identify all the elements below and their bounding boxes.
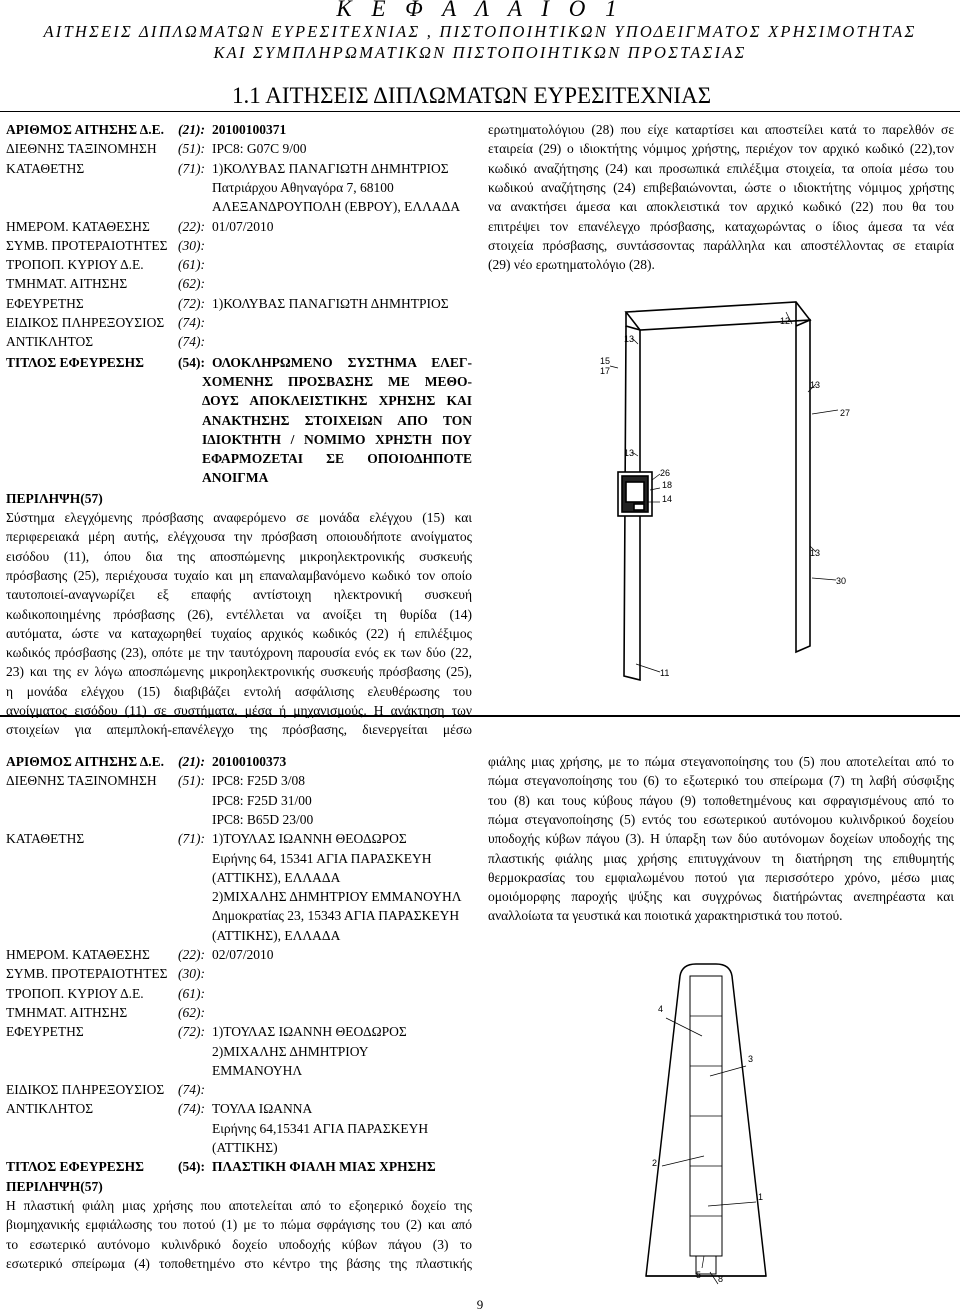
field-code: (22):	[178, 947, 205, 962]
title-label: ΤΙΤΛΟΣ ΕΦΕΥΡΕΣΗΣ	[6, 354, 144, 370]
title-code: (54):	[178, 1159, 205, 1175]
field-label: ΑΡΙΘΜΟΣ ΑΙΤΗΣΗΣ Δ.Ε.	[6, 754, 164, 769]
field-label: ΕΙΔΙΚΟΣ ΠΛΗΡΕΞΟΥΣΙΟΣ	[6, 315, 165, 330]
chapter-title: Κ Ε Φ Α Λ Α Ι Ο 1	[336, 0, 624, 21]
title-code: (54):	[178, 354, 205, 370]
field-label: ΣΥΜΒ. ΠΡΟΤΕΡΑΙΟΤΗΤΕΣ	[6, 966, 168, 982]
field-value: 1)ΤΟΥΛΑΣ ΙΩΑΝΝΗ ΘΕΟΔΩΡΟΣ	[212, 1024, 407, 1040]
field-value: IPC8: F25D 3/08	[212, 773, 306, 789]
figure-callout-label: 13	[810, 380, 821, 390]
text-line: στοιχεία πρόσβασης, συντάσσοντας παράλληλα και αποστέλλοντας σε εταιρία	[488, 237, 954, 253]
text-line: εταιρεία (29) ο ιδιοκτήτης νόμιμος χρήστης, περιέχον τον αρχικό κωδικό (22),τον	[488, 141, 954, 157]
field-label: ΤΜΗΜΑΤ. ΑΙΤΗΣΗΣ	[6, 276, 128, 292]
field-label: ΣΥΜΒ. ΠΡΟΤΕΡΑΙΟΤΗΤΕΣ	[6, 237, 168, 253]
field-value: (ΑΤΤΙΚΗΣ)	[212, 1140, 278, 1155]
chapter-subtitle-line-2: ΚΑΙ ΣΥΜΠΛΗΡΩΜΑΤΙΚΩΝ ΠΙΣΤΟΠΟΙΗΤΙΚΩΝ ΠΡΟΣΤΑΣΙΑΣ	[213, 43, 747, 62]
field-value: 2)ΜΙΧΑΛΗΣ ΔΗΜΗΤΡΙΟΥ ΕΜΜΑΝΟΥΗΛ	[212, 889, 462, 905]
figure-callout-label: 18	[662, 480, 673, 490]
figure-callout-label: 13	[624, 334, 635, 344]
field-label: ΗΜΕΡΟΜ. ΚΑΤΑΘΕΣΗΣ	[6, 947, 150, 962]
figure-callout-label: 4	[658, 1004, 664, 1014]
text-line: του (8) και τους κύβους πάγου (9) τοποθετημένους και σφραγισμένους από το	[488, 792, 954, 808]
field-code: (72):	[178, 295, 205, 311]
field-code: (74):	[178, 334, 205, 350]
text-line: Σύστημα ελεγχόμενης πρόσβασης αναφερόμενο σε μονάδα ελέγχου (15) και	[6, 510, 472, 525]
title-line: ΔΟΥΣ ΑΠΟΚΛΕΙΣΤΙΚΗΣ ΧΡΗΣΗΣ ΚΑΙ	[202, 393, 472, 409]
field-value: Δημοκρατίας 23, 15343 ΑΓΙΑ ΠΑΡΑΣΚΕΥΗ	[212, 908, 460, 924]
figure-callout-label: 17	[600, 366, 611, 376]
field-value: ΕΜΜΑΝΟΥΗΛ	[212, 1062, 303, 1078]
field-code: (71):	[178, 160, 205, 176]
title-line: ΧΟΜΕΝΗΣ ΠΡΟΣΒΑΣΗΣ ΜΕ ΜΕΘΟ-	[202, 373, 472, 389]
entry-divider	[0, 715, 960, 717]
text-line: περιφερειακά μέρη αυτής, ελέγχουσα την πρόσβαση οποιουδήποτε ανοίγματος	[6, 529, 472, 545]
field-label: ΚΑΤΑΘΕΤΗΣ	[6, 831, 85, 847]
figure-callout-label: 26	[660, 468, 671, 478]
figure-callout-label: 15	[600, 356, 611, 366]
field-value: 2)ΜΙΧΑΛΗΣ ΔΗΜΗΤΡΙΟΥ	[212, 1043, 369, 1059]
field-label: ΕΙΔΙΚΟΣ ΠΛΗΡΕΞΟΥΣΙΟΣ	[6, 1082, 165, 1098]
field-value: 01/07/2010	[212, 218, 274, 234]
text-line: βιομηχανικής εμφιάλωσης του ποτού (1) με το πώμα σφράγισης του (2) και από	[6, 1217, 472, 1233]
text-line: να ανακτήσει άμεσα και αποκλειστικά τον αρχικό κωδικό (22) που θα του	[488, 199, 954, 215]
field-value: 02/07/2010	[212, 947, 274, 962]
field-label: ΤΜΗΜΑΤ. ΑΙΤΗΣΗΣ	[6, 1004, 128, 1020]
bottle-drawing	[606, 956, 806, 1286]
figure-callout-label: 8	[718, 1274, 724, 1284]
header-divider	[0, 111, 960, 112]
field-value: IPC8: G07C 9/00	[212, 141, 307, 157]
abstract-label: ΠΕΡΙΛΗΨΗ(57)	[6, 490, 103, 506]
field-label: ΕΦΕΥΡΕΤΗΣ	[6, 1024, 84, 1040]
text-line: Η πλαστική φιάλη μιας χρήσης που αποτελείται από το εξοηερικό δοχείο της	[6, 1197, 472, 1213]
field-value: 20100100371	[212, 122, 287, 137]
field-code: (74):	[178, 1082, 205, 1098]
field-label: ΕΦΕΥΡΕΤΗΣ	[6, 295, 84, 311]
text-line: κωδικό αναζήτησης (24) και προσωπικά επιλέξιμα στοιχεία, τα οποία μέσω του	[488, 160, 954, 176]
text-line: ταυτοποιεί-αναγνωρίζει εξ επαφής αντίστοιχη ηλεκτρονική συσκευή	[6, 587, 472, 603]
field-value: Πατριάρχου Αθηναγόρα 7, 68100	[212, 179, 394, 195]
text-line: πρόσβασης (25), περιέχουσα τυχαίο και μη επαναλαμβανόμενο κωδικό τον οποίο	[6, 567, 472, 583]
field-code: (21):	[178, 754, 205, 769]
field-code: (61):	[178, 985, 205, 1001]
field-label: ΔΙΕΘΝΗΣ ΤΑΞΙΝΟΜΗΣΗ	[6, 773, 157, 789]
field-code: (30):	[178, 966, 205, 982]
field-code: (74):	[178, 1101, 205, 1117]
text-line: κωδικοποιημένης πρόσβασης (26), εντέλλεται να ανοίξει τη θυρίδα (14)	[6, 606, 472, 622]
field-code: (74):	[178, 315, 205, 330]
figure-callout-label: 27	[840, 408, 851, 418]
field-value: ΤΟΥΛΑ ΙΩΑΝΝΑ	[212, 1101, 313, 1117]
field-code: (62):	[178, 276, 205, 292]
field-code: (22):	[178, 218, 205, 234]
field-value: 1)ΚΟΛΥΒΑΣ ΠΑΝΑΓΙΩΤΗ ΔΗΜΗΤΡΙΟΣ	[212, 160, 449, 176]
text-line: στοιχείων για απεμπλοκή-επανέλεγχο της πρόσβασης, διενεργείται μέσω	[6, 722, 472, 738]
text-line: φιάλης μιας χρήσης, με το πώμα στεγανοποίησης του (5) που αποτελείται από το	[488, 754, 954, 769]
text-line: ερωτηματολόγιου (28) που είχε καταρτίσει και αποστείλει κατά το παρελθόν σε	[488, 122, 954, 137]
figure-callout-label: 12	[780, 316, 791, 326]
field-value: Ειρήνης 64, 15341 ΑΓΙΑ ΠΑΡΑΣΚΕΥΗ	[212, 850, 432, 866]
field-value: (ΑΤΤΙΚΗΣ), ΕΛΛΑΔΑ	[212, 927, 341, 943]
chapter-subtitle-line-1: ΑΙΤΗΣΕΙΣ ΔΙΠΛΩΜΑΤΩΝ ΕΥΡΕΣΙΤΕΧΝΙΑΣ , ΠΙΣΤΟΠΟΙΗΤΙΚΩΝ ΥΠΟΔΕΙΓΜΑΤΟΣ ΧΡΗΣΙΜΟΤΗΤΑΣ	[43, 22, 917, 41]
text-line: το εσωτερικό αυτόνομο κυλινδρικό δοχείο υποδοχής κύβων πάγου (3) το	[6, 1236, 472, 1252]
title-line: ΙΔΙΟΚΤΗΤΗ / ΝΟΜΙΜΟ ΧΡΗΣΤΗ ΠΟΥ	[202, 431, 472, 447]
field-value: 20100100373	[212, 754, 287, 769]
title-line: ΟΛΟΚΛΗΡΩΜΕΝΟ ΣΥΣΤΗΜΑ ΕΛΕΓ-	[212, 354, 472, 370]
field-value: ΑΛΕΞΑΝΔΡΟΥΠΟΛΗ (ΕΒΡΟΥ), ΕΛΛΑΔΑ	[212, 199, 461, 215]
figure-callout-label: 13	[624, 448, 635, 458]
title-line: ΑΝΟΙΓΜΑ	[202, 470, 269, 486]
text-line: πώμα στεγανοποίησης (5) εντός του εσωτερικού αυτόνομου κυλινδρικού δοχείου	[488, 811, 954, 827]
field-label: ΑΡΙΘΜΟΣ ΑΙΤΗΣΗΣ Δ.Ε.	[6, 122, 164, 137]
field-code: (51):	[178, 773, 205, 789]
field-value: 1)ΤΟΥΛΑΣ ΙΩΑΝΝΗ ΘΕΟΔΩΡΟΣ	[212, 831, 407, 847]
field-label: ΗΜΕΡΟΜ. ΚΑΤΑΘΕΣΗΣ	[6, 218, 150, 234]
field-value: IPC8: F25D 31/00	[212, 792, 312, 808]
text-line: εισόδου (11), όπου δια της αποσπώμενης μικροηλεκτρονικής συσκευής	[6, 548, 472, 564]
text-line: (29) νέο ερωτηματολόγιο (28).	[488, 257, 655, 273]
title-line: ΠΛΑΣΤΙΚΗ ΦΙΑΛΗ ΜΙΑΣ ΧΡΗΣΗΣ	[212, 1159, 436, 1175]
field-value: IPC8: B65D 23/00	[212, 811, 314, 827]
field-label: ΚΑΤΑΘΕΤΗΣ	[6, 160, 85, 176]
section-title: 1.1 ΑΙΤΗΣΕΙΣ ΔΙΠΛΩΜΑΤΩΝ ΕΥΡΕΣΙΤΕΧΝΙΑΣ	[232, 83, 712, 108]
text-line: κωδικού αναζήτησης (24) επιβεβαιώνονται, ώστε ο ιδιοκτήτης νόμιμος χρήστης	[488, 179, 954, 195]
field-code: (72):	[178, 1024, 205, 1040]
field-value: 1)ΚΟΛΥΒΑΣ ΠΑΝΑΓΙΩΤΗ ΔΗΜΗΤΡΙΟΣ	[212, 295, 449, 311]
text-line: επιτρέψει τον επανέλεγχο πρόσβασης, καταχωρώντας ο ίδιος άμεσα τα νέα	[488, 218, 954, 234]
field-code: (71):	[178, 831, 205, 847]
field-value: Ειρήνης 64,15341 ΑΓΙΑ ΠΑΡΑΣΚΕΥΗ	[212, 1120, 429, 1136]
text-line: εσωτερικό σπείρωμα (4) τοποθετημένο στο κέντρο της βάσης της πλαστικής	[6, 1255, 472, 1271]
figure-callout-label: 3	[748, 1054, 754, 1064]
text-line: αναλλοίωτα τα γευστικά και ποιοτικά χαρακτηριστικά του ποτού.	[488, 908, 843, 924]
text-line: πώμα στεγανοποίησης του (6) το εξωτερικό του σπείρωμα (7) τη λαβή σύσφιξης	[488, 773, 954, 789]
door-frame-drawing	[560, 296, 860, 692]
text-line: 23) και της εν λόγω αποσπώμενης μικροηλεκτρονικής συσκευής πρόσβασης (25),	[6, 664, 472, 680]
figure-callout-label: 1	[758, 1192, 764, 1202]
text-line: αυτόματα, ώστε να καταχωρηθεί τυχαίος αρχικός κωδικός (22) ή επιλέξιμος	[6, 625, 472, 641]
field-label: ΤΡΟΠΟΠ. ΚΥΡΙΟΥ Δ.Ε.	[6, 257, 144, 273]
field-code: (62):	[178, 1004, 205, 1020]
figure-callout-label: 11	[660, 668, 670, 678]
field-label: ΤΡΟΠΟΠ. ΚΥΡΙΟΥ Δ.Ε.	[6, 985, 144, 1001]
field-code: (61):	[178, 257, 205, 273]
figure-callout-label: 14	[662, 494, 673, 504]
text-line: θερμοκρασίας του εμφιαλωμένου ποτού για περισσότερο χρόνο, μέσω μιας	[488, 869, 954, 885]
field-label: ΑΝΤΙΚΛΗΤΟΣ	[6, 1101, 94, 1117]
text-line: ομοιόμορφης παροχής ψύξης και συγχρόνως διατήρώντας ανεπηρέαστα και	[488, 889, 954, 905]
figure-callout-label: 13	[810, 548, 821, 558]
figure-callout-label: 2	[652, 1158, 658, 1168]
field-label: ΔΙΕΘΝΗΣ ΤΑΞΙΝΟΜΗΣΗ	[6, 141, 157, 157]
text-line: υποδοχής κύβων πάγου (3). Η ύπαρξη των δύο αυτόνομων δοχείων υποδοχής της	[488, 831, 954, 847]
field-code: (21):	[178, 122, 205, 137]
text-line: η μονάδα ελέγχου (15) διαβιβάζει εντολή ασφάλισης ελευθέρωσης του	[6, 683, 472, 699]
text-line: κωδικός πρόσβασης (23), οπότε με την ταυτόχρονη παρουσία ενός εκ των δύο (22,	[6, 645, 472, 661]
field-value: (ΑΤΤΙΚΗΣ), ΕΛΛΑΔΑ	[212, 869, 341, 885]
figure-callout-label: 5	[696, 1270, 702, 1280]
title-line: ΑΝΑΚΤΗΣΗΣ ΣΤΟΙΧΕΙΩΝ ΑΠΟ ΤΟΝ	[202, 412, 472, 428]
page-number: 9	[476, 1297, 484, 1312]
field-label: ΑΝΤΙΚΛΗΤΟΣ	[6, 334, 94, 350]
title-line: ΕΦΑΡΜΟΖΕΤΑΙ ΣΕ ΟΠΟΙΟΔΗΠΟΤΕ	[202, 451, 472, 467]
field-code: (30):	[178, 237, 205, 253]
text-line: πλαστικής φιάλης μιας χρήσης επιτυγχάνουν τη διατήρηση της επιθυμητής	[488, 850, 954, 866]
abstract-label: ΠΕΡΙΛΗΨΗ(57)	[6, 1178, 103, 1194]
field-code: (51):	[178, 141, 205, 157]
text-line: ανοίγματος εισόδου (11) σε συστήματα, μέσα ή μηχανισμούς. Η ανάκτηση των	[6, 703, 472, 718]
figure-callout-label: 30	[836, 576, 847, 586]
title-label: ΤΙΤΛΟΣ ΕΦΕΥΡΕΣΗΣ	[6, 1159, 144, 1175]
